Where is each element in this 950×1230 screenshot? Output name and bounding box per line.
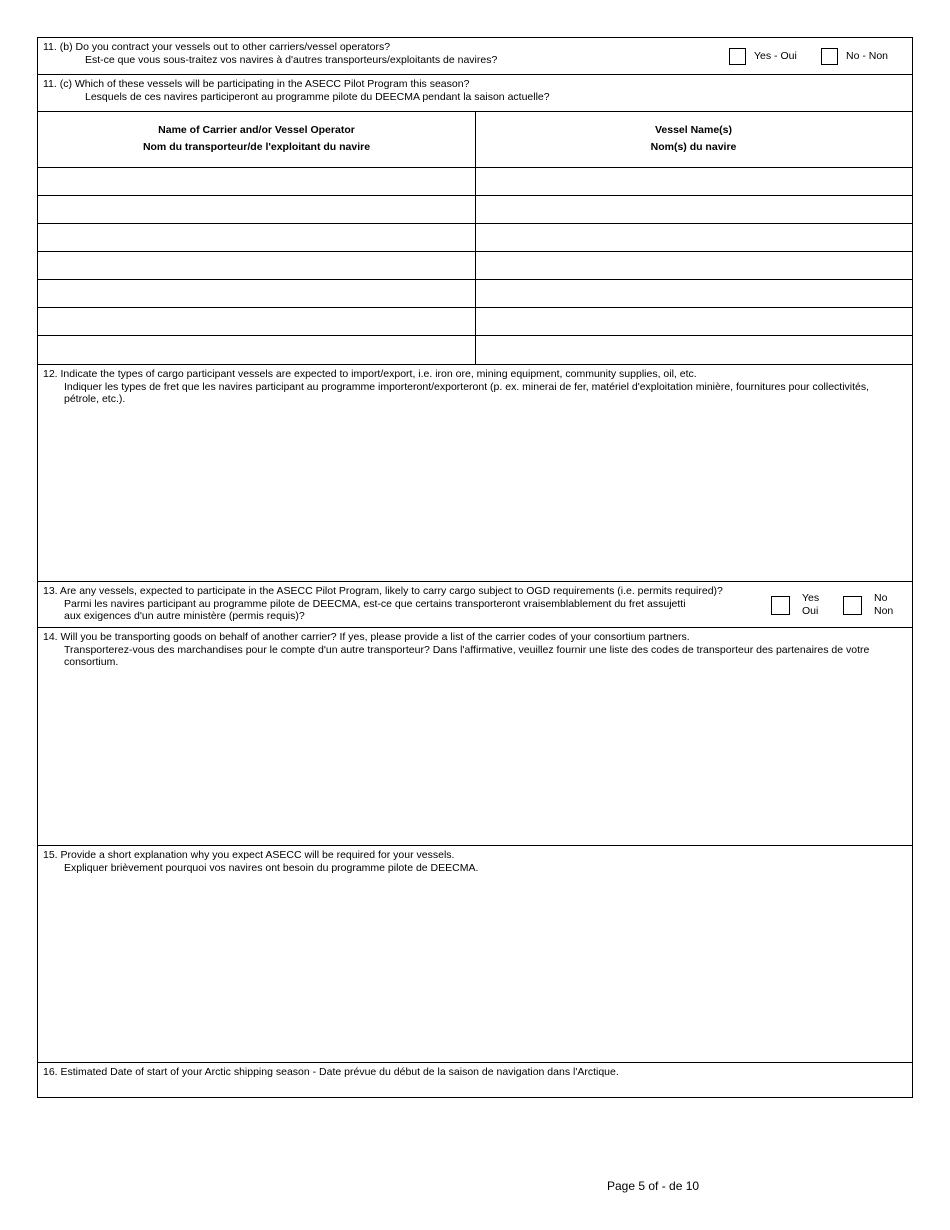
question-13-fr-line2: aux exigences d'un autre ministère (permis requis)? bbox=[64, 610, 305, 622]
page-number: Page 5 of - de 10 bbox=[607, 1179, 700, 1193]
question-13-text bbox=[43, 585, 723, 623]
q13-no-en: No bbox=[874, 592, 888, 604]
carrier-cell[interactable] bbox=[38, 336, 475, 365]
carrier-column-header-fr: Nom du transporteur/de l'exploitant du navire bbox=[142, 141, 371, 153]
question-11b-text bbox=[43, 41, 497, 66]
vessel-name-cell[interactable] bbox=[476, 252, 912, 279]
carrier-cell[interactable] bbox=[38, 196, 475, 223]
q11b-yes-checkbox[interactable] bbox=[729, 48, 746, 65]
question-12-en: 12. Indicate the types of cargo participant vessels are expected to import/export, i.e. iron ore, mining equipment, community supplies, oil, etc. bbox=[43, 368, 697, 380]
q13-no-label bbox=[874, 592, 893, 617]
consortium-codes-answer-area[interactable] bbox=[38, 672, 912, 845]
vessel-name-cell[interactable] bbox=[476, 336, 912, 365]
table-row bbox=[38, 223, 912, 251]
vessel-name-cell[interactable] bbox=[476, 280, 912, 307]
cargo-types-answer-area[interactable] bbox=[38, 409, 912, 581]
question-14-text bbox=[43, 631, 869, 669]
question-12 bbox=[38, 364, 912, 581]
carrier-cell[interactable] bbox=[38, 252, 475, 279]
question-15 bbox=[38, 845, 912, 1062]
carrier-cell[interactable] bbox=[38, 168, 475, 195]
question-11c bbox=[38, 74, 912, 112]
q11b-no-label: No - Non bbox=[846, 50, 889, 62]
q13-no-checkbox[interactable] bbox=[843, 596, 862, 615]
question-11c-fr: Lesquels de ces navires participeront au programme pilote du DEECMA pendant la saison actuelle? bbox=[85, 90, 550, 103]
question-15-text bbox=[43, 849, 478, 874]
carrier-cell[interactable] bbox=[38, 224, 475, 251]
q13-no-fr: Non bbox=[874, 604, 894, 617]
question-14 bbox=[38, 627, 912, 845]
question-13-en: 13. Are any vessels, expected to participate in the ASECC Pilot Program, likely to carry cargo subject to OGD requirements (i.e. permits required)? bbox=[43, 585, 723, 597]
asecc-explanation-answer-area[interactable] bbox=[38, 876, 912, 1062]
table-row bbox=[38, 195, 912, 223]
question-16 bbox=[38, 1062, 912, 1097]
question-13-fr-line1: Parmi les navires participant au programme pilote de DEECMA, est-ce que certains transporteront vraisemblablement du fret assujetti bbox=[64, 597, 686, 610]
vessel-column-header-fr: Nom(s) du navire bbox=[650, 141, 737, 153]
form-page bbox=[37, 37, 913, 1098]
q11b-no-checkbox[interactable] bbox=[821, 48, 838, 65]
season-start-date-field[interactable] bbox=[38, 1079, 912, 1097]
question-11b-en: 11. (b) Do you contract your vessels out to other carriers/vessel operators? bbox=[43, 41, 391, 53]
question-12-fr-line2: pétrole, etc.). bbox=[64, 393, 126, 405]
question-16-text: 16. Estimated Date of start of your Arctic shipping season - Date prévue du début de la saison de navigation dans l'Arctique. bbox=[43, 1066, 619, 1078]
q13-yes-fr: Oui bbox=[802, 604, 819, 617]
vessel-column-header-en: Vessel Name(s) bbox=[654, 124, 733, 136]
q11b-yes-label: Yes - Oui bbox=[754, 50, 797, 62]
vessel-name-cell[interactable] bbox=[476, 168, 912, 195]
question-11c-en: 11. (c) Which of these vessels will be participating in the ASECC Pilot Program this season? bbox=[43, 78, 470, 90]
q13-yes-label bbox=[802, 592, 819, 617]
table-row bbox=[38, 167, 912, 195]
vessel-name-cell[interactable] bbox=[476, 224, 912, 251]
question-11c-text bbox=[43, 78, 550, 103]
question-14-en: 14. Will you be transporting goods on behalf of another carrier? If yes, please provide a list of the carrier codes of your consortium partners. bbox=[43, 631, 690, 643]
question-15-en: 15. Provide a short explanation why you expect ASECC will be required for your vessels. bbox=[43, 849, 455, 861]
question-12-text bbox=[43, 368, 869, 406]
carrier-column-header bbox=[38, 122, 475, 156]
question-11b-fr: Est-ce que vous sous-traitez vos navires à d'autres transporteurs/exploitants de navires? bbox=[85, 53, 498, 66]
table-row bbox=[38, 307, 912, 335]
question-12-fr-line1: Indiquer les types de fret que les navires participant au programme importeront/exporteront (p. ex. minerai de fer, matériel d'exploitation minière, fournitures pour collectivités, bbox=[64, 380, 870, 393]
carrier-cell[interactable] bbox=[38, 308, 475, 335]
carrier-column-header-en: Name of Carrier and/or Vessel Operator bbox=[158, 124, 355, 136]
question-13 bbox=[38, 581, 912, 627]
carrier-cell[interactable] bbox=[38, 280, 475, 307]
table-row bbox=[38, 251, 912, 279]
q13-yes-en: Yes bbox=[802, 592, 820, 604]
question-11b bbox=[38, 38, 912, 75]
vessel-name-cell[interactable] bbox=[476, 308, 912, 335]
question-15-fr: Expliquer brièvement pourquoi vos navires ont besoin du programme pilote de DEECMA. bbox=[64, 861, 479, 874]
vessel-name-cell[interactable] bbox=[476, 196, 912, 223]
question-14-fr-line1: Transporterez-vous des marchandises pour le compte d'un autre transporteur? Dans l'affirmative, veuillez fournir une liste des codes de transporteur des partenaires de votre bbox=[64, 643, 870, 656]
vessel-column-header bbox=[475, 122, 912, 156]
question-14-fr-line2: consortium. bbox=[64, 656, 119, 668]
q13-yes-checkbox[interactable] bbox=[771, 596, 790, 615]
table-row bbox=[38, 335, 912, 365]
table-row bbox=[38, 279, 912, 307]
